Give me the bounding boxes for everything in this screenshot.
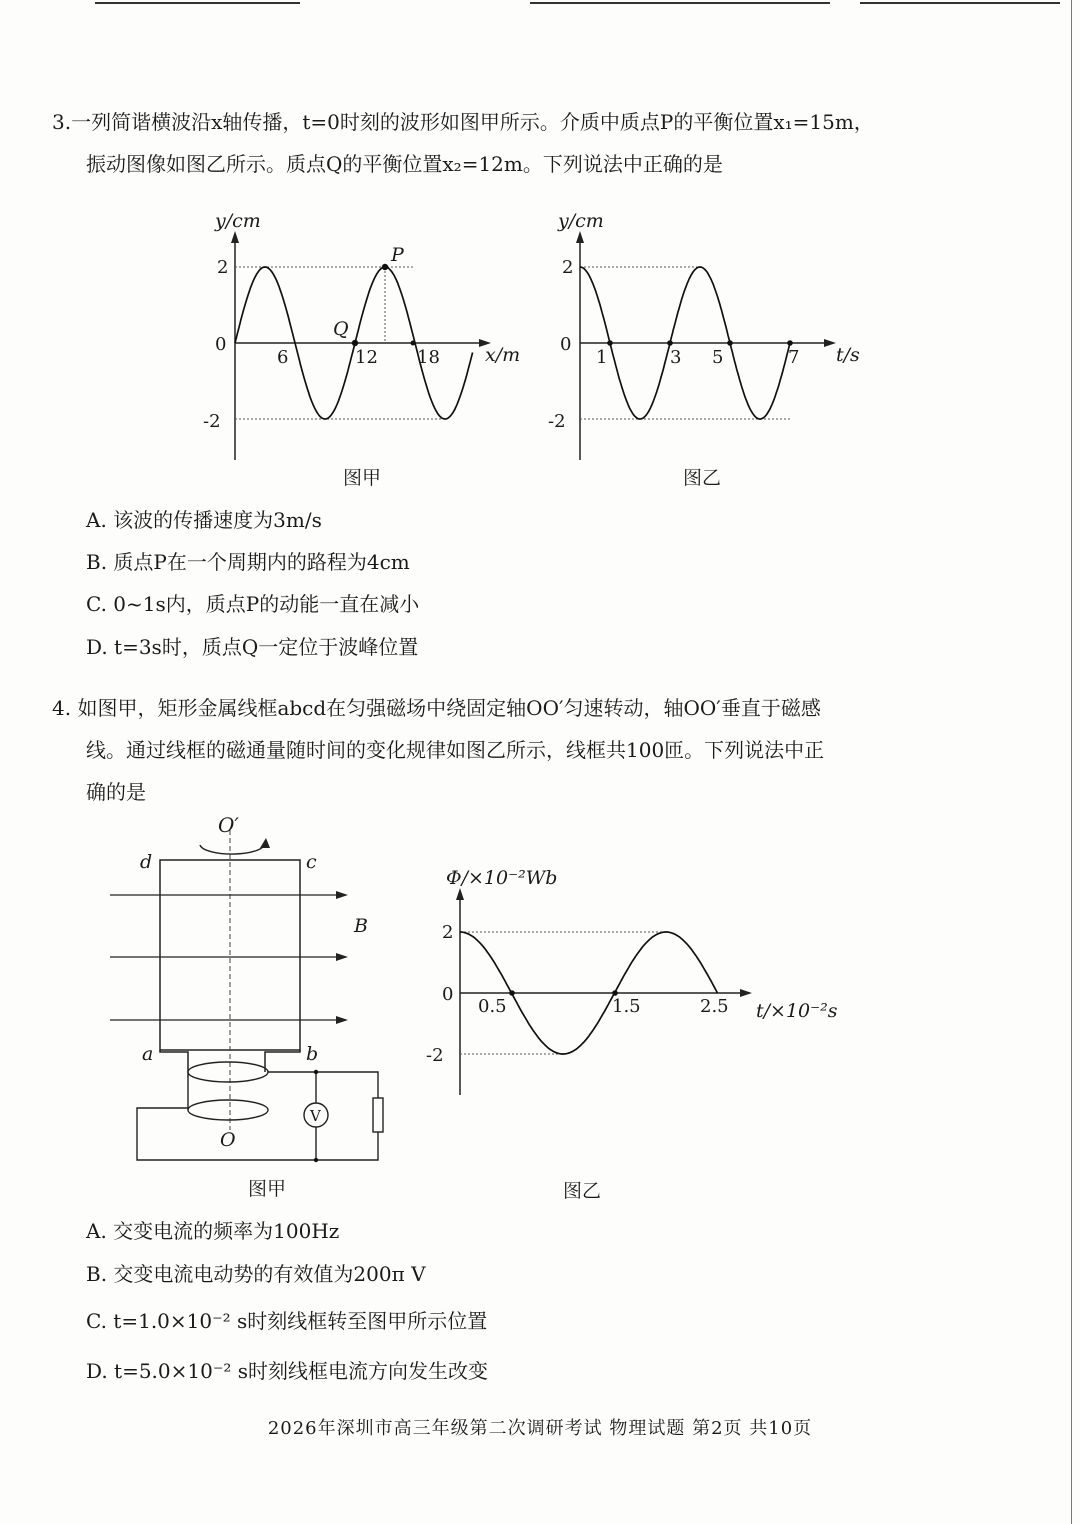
field-arrow: [336, 891, 348, 899]
t-axis-label: t/s: [836, 344, 860, 366]
q4-line2: 线。通过线框的磁通量随时间的变化规律如图乙所示，线框共100匝。下列说法中正: [86, 738, 825, 762]
y-axis-arrow: [231, 231, 239, 243]
q3-option-b[interactable]: B. 质点P在一个周期内的路程为4cm: [86, 550, 410, 574]
q3-line1: 3.一列简谐横波沿x轴传播，t=0时刻的波形如图甲所示。介质中质点P的平衡位置x₁=15m，: [52, 110, 874, 134]
y-tick: 0: [560, 334, 572, 355]
axis-dot: [612, 990, 618, 996]
label-c: c: [306, 851, 317, 873]
q4-option-d[interactable]: D. t=5.0×10⁻² s时刻线框电流方向发生改变: [86, 1359, 489, 1383]
q4-fig-b-caption: 图乙: [563, 1180, 602, 1202]
top-rule-seg: [95, 2, 300, 4]
q4-fig-a-caption: 图甲: [248, 1178, 287, 1200]
slip-ring-top: [188, 1062, 268, 1082]
y-tick: 0: [442, 984, 454, 1005]
external-circuit: [137, 1072, 378, 1160]
q3-option-c[interactable]: C. 0~1s内，质点P的动能一直在减小: [86, 592, 420, 616]
field-arrow: [336, 1016, 348, 1024]
t-tick: 7: [788, 347, 800, 368]
label-O-prime: O′: [218, 813, 239, 837]
top-rule-seg: [860, 2, 1060, 4]
q3-option-d[interactable]: D. t=3s时，质点Q一定位于波峰位置: [86, 635, 419, 659]
point-P-label: P: [391, 244, 404, 266]
y-axis-label: y/cm: [558, 210, 604, 232]
label-O: O: [220, 1129, 236, 1151]
rotation-arrow: [200, 843, 264, 854]
top-rule-seg: [530, 2, 830, 4]
label-B: B: [354, 915, 368, 937]
y-tick: 2: [442, 922, 454, 943]
field-arrow: [336, 953, 348, 961]
junction-dot: [314, 1070, 318, 1074]
t-axis-label: t/×10⁻²s: [756, 1000, 838, 1022]
q3-line2: 振动图像如图乙所示。质点Q的平衡位置x₂=12m。下列说法中正确的是: [86, 152, 723, 176]
y-tick: -2: [203, 411, 221, 432]
y-tick: 0: [215, 334, 227, 355]
coil-lead-right: [265, 1050, 300, 1072]
x-tick: 12: [355, 347, 378, 368]
t-tick: 1: [596, 347, 608, 368]
q4-line1: 4. 如图甲，矩形金属线框abcd在匀强磁场中绕固定轴OO′匀速转动，轴OO′垂直于磁感: [52, 696, 821, 720]
q3-fig-b-caption: 图乙: [683, 467, 722, 489]
y-axis-arrow: [456, 888, 464, 900]
label-b: b: [306, 1043, 319, 1065]
t-tick: 0.5: [478, 996, 507, 1017]
label-a: a: [142, 1043, 154, 1065]
page-top-rule: [0, 0, 1080, 6]
point-P: [382, 264, 388, 270]
page-edge: [1071, 0, 1072, 1524]
y-axis-arrow: [576, 231, 584, 243]
y-tick: 2: [217, 257, 229, 278]
voltmeter-label: V: [310, 1107, 321, 1125]
x-axis-label: x/m: [485, 344, 521, 366]
q4-line3: 确的是: [86, 780, 146, 804]
point-Q: [352, 340, 358, 346]
x-tick: 6: [277, 347, 289, 368]
resistor: [373, 1098, 383, 1132]
y-tick: 2: [562, 257, 574, 278]
q3-fig-a-caption: 图甲: [343, 467, 382, 489]
page-footer: 2026年深圳市高三年级第二次调研考试 物理试题 第2页 共10页: [267, 1418, 813, 1439]
generator-diagram: [100, 810, 400, 1170]
t-tick: 5: [712, 347, 724, 368]
t-axis-arrow: [740, 989, 752, 997]
t-tick: 3: [670, 347, 682, 368]
junction-dot: [314, 1158, 318, 1162]
axis-dot: [509, 990, 515, 996]
flux-graph: [420, 860, 840, 1100]
y-tick: -2: [548, 411, 566, 432]
t-tick: 2.5: [700, 996, 729, 1017]
vibration-graph: [540, 205, 880, 465]
question-3: [52, 101, 932, 185]
axis-dot: [411, 341, 416, 346]
t-tick: 1.5: [612, 996, 641, 1017]
axis-dot: [667, 340, 673, 346]
y-axis-label: y/cm: [215, 210, 261, 232]
q4-option-a[interactable]: A. 交变电流的频率为100Hz: [86, 1219, 340, 1243]
t-axis-arrow: [824, 339, 836, 347]
y-tick: -2: [426, 1045, 444, 1066]
q3-option-a[interactable]: A. 该波的传播速度为3m/s: [86, 508, 322, 532]
coil-lead-left: [160, 1050, 188, 1078]
rotation-arrowhead: [260, 838, 270, 848]
q4-option-c[interactable]: C. t=1.0×10⁻² s时刻线框转至图甲所示位置: [86, 1309, 488, 1333]
slip-ring-bottom: [188, 1100, 268, 1120]
y-axis-label: Φ/×10⁻²Wb: [446, 867, 558, 889]
axis-dot: [727, 340, 733, 346]
q4-option-b[interactable]: B. 交变电流电动势的有效值为200π V: [86, 1262, 426, 1286]
question-4: [52, 687, 932, 813]
point-Q-label: Q: [333, 318, 349, 340]
axis-dot: [607, 340, 613, 346]
x-tick: 18: [417, 347, 440, 368]
axis-dot: [787, 340, 793, 346]
wave-graph: [195, 205, 535, 465]
label-d: d: [140, 851, 153, 873]
